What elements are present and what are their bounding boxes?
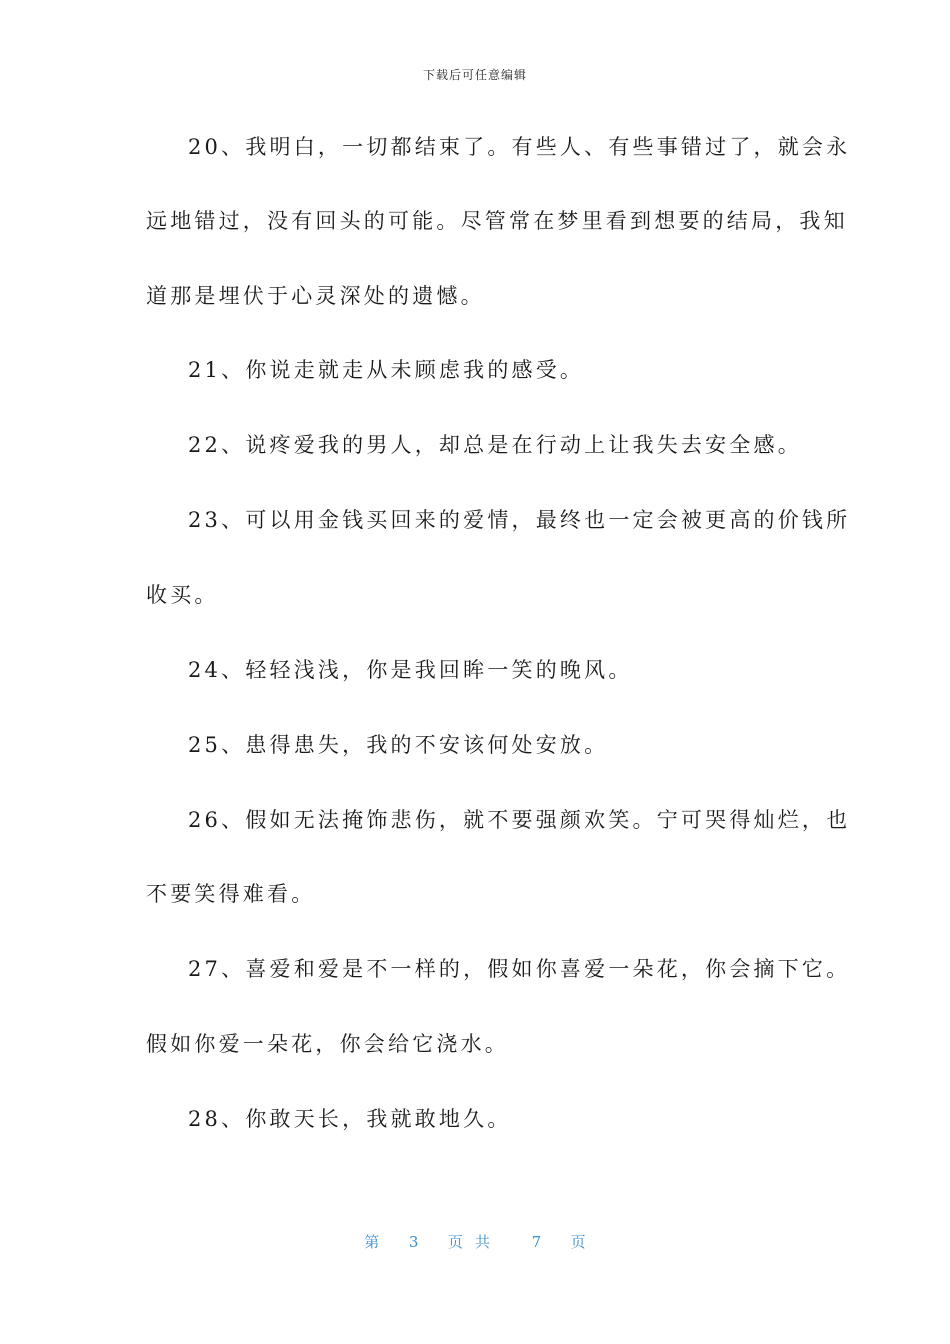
- text-line: 不要笑得难看。: [146, 882, 316, 906]
- text-line: 22、说疼爱我的男人，却总是在行动上让我失去安全感。: [188, 433, 802, 457]
- text-line: 23、可以用金钱买回来的爱情，最终也一定会被更高的价钱所: [188, 508, 851, 532]
- text-line: 21、你说走就走从未顾虑我的感受。: [188, 358, 585, 382]
- text-line: 27、喜爱和爱是不一样的，假如你喜爱一朵花，你会摘下它。: [188, 957, 851, 981]
- text-line: 假如你爱一朵花，你会给它浇水。: [146, 1032, 509, 1056]
- text-line: 道那是埋伏于心灵深处的遗憾。: [146, 284, 485, 308]
- page-footer: [0, 1231, 950, 1252]
- text-line: 收买。: [146, 583, 219, 607]
- text-line: 20、我明白，一切都结束了。有些人、有些事错过了，就会永: [188, 135, 851, 159]
- text-line: 远地错过，没有回头的可能。尽管常在梦里看到想要的结局，我知: [146, 209, 848, 233]
- text-line: 26、假如无法掩饰悲伤，就不要强颜欢笑。宁可哭得灿烂，也: [188, 808, 851, 832]
- text-line: 28、你敢天长，我就敢地久。: [188, 1107, 512, 1131]
- footer-suffix: 页: [570, 1233, 586, 1251]
- total-page-number: 7: [531, 1233, 542, 1251]
- footer-prefix: 第: [364, 1233, 380, 1251]
- text-line: 24、轻轻浅浅，你是我回眸一笑的晚风。: [188, 658, 633, 682]
- footer-middle: 页共: [447, 1233, 502, 1251]
- current-page-number: 3: [408, 1233, 419, 1251]
- page-header: 下载后可任意编辑: [422, 68, 527, 82]
- text-line: 25、患得患失，我的不安该何处安放。: [188, 733, 609, 757]
